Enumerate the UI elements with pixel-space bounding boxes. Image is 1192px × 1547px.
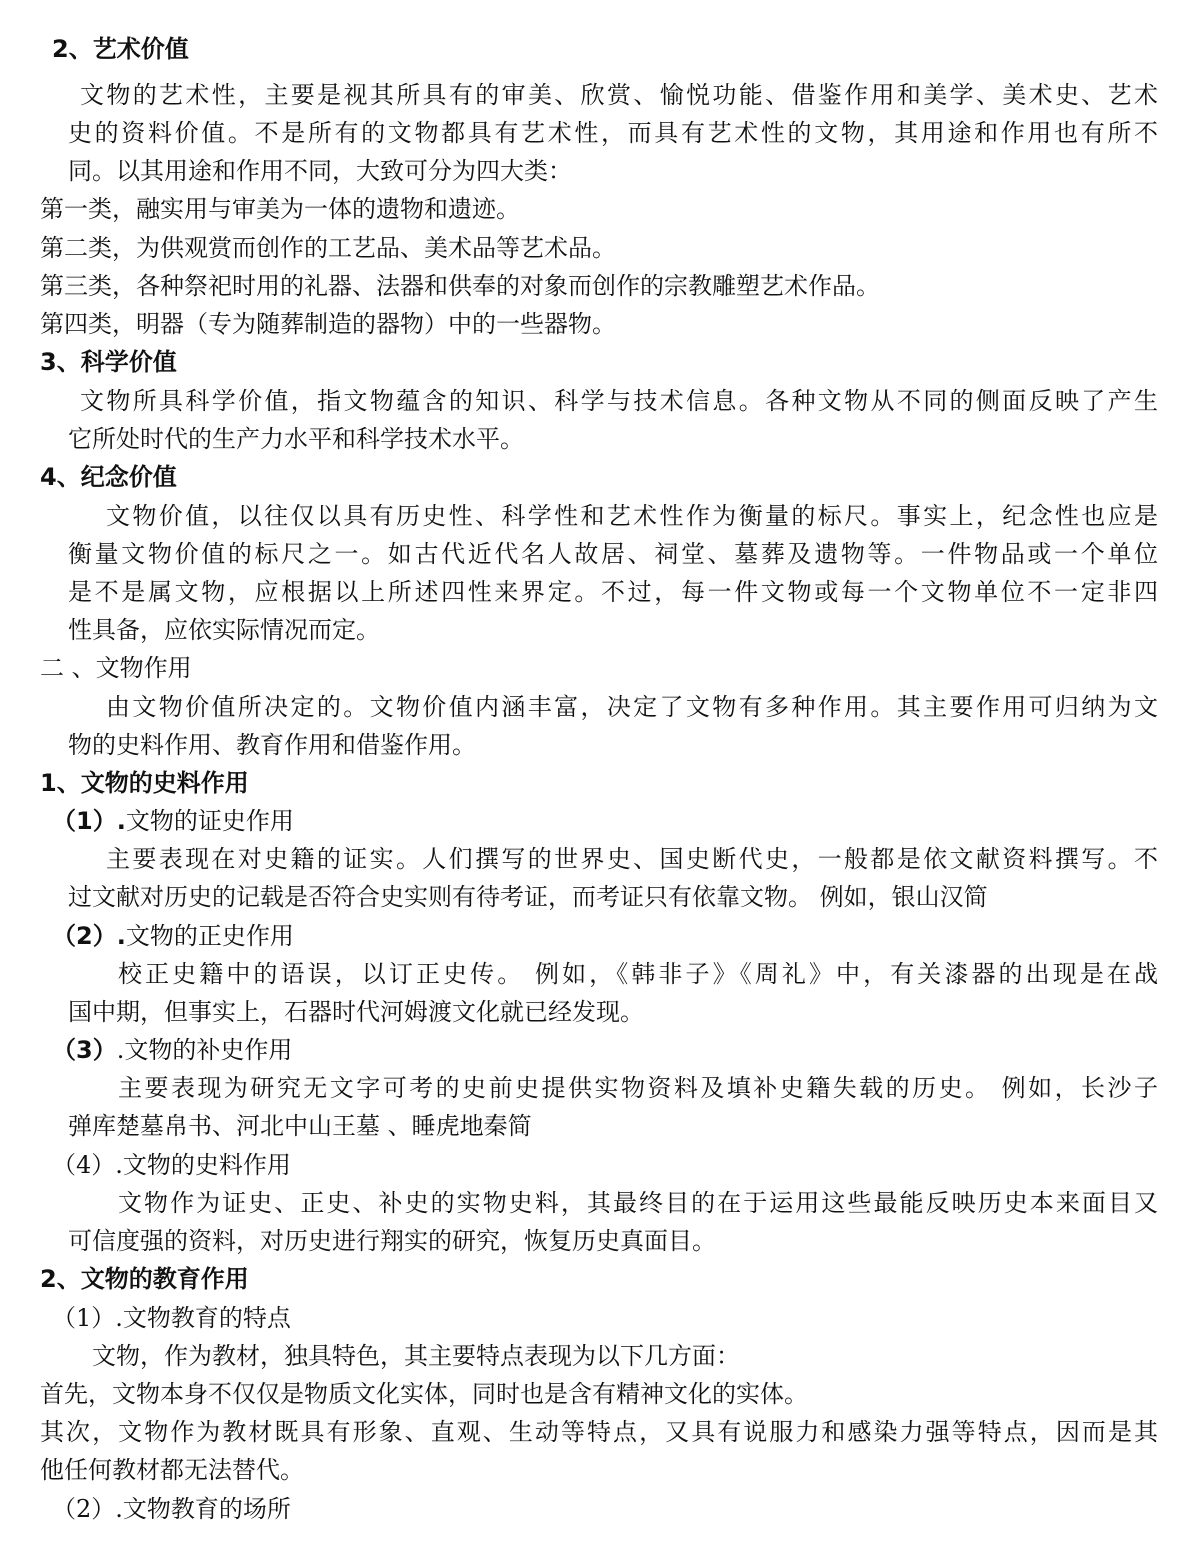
paragraph-line: 过文献对历史的记载是否符合史实则有待考证，而考证只有依靠文物。 例如，银山汉简 xyxy=(68,883,988,911)
paragraph-line: 国中期，但事实上，石器时代河姆渡文化就已经发现。 xyxy=(68,998,644,1026)
paragraph-line: 其次，文物作为教材既具有形象、直观、生动等特点，又具有说服力和感染力强等特点，因而是其 xyxy=(40,1418,1158,1446)
category-item: 第三类，各种祭祀时用的礼器、法器和供奉的对象而创作的宗教雕塑艺术作品。 xyxy=(40,272,880,300)
heading-science-value: 3、科学价值 xyxy=(40,348,177,376)
heading-relic-role: 二 、文物作用 xyxy=(40,654,192,682)
item-title: 文物的证史作用 xyxy=(125,807,294,835)
paragraph-line: 史的资料价值。不是所有的文物都具有艺术性，而具有艺术性的文物，其用途和作用也有所不 xyxy=(68,119,1158,147)
paragraph-line: 物的史料作用、教育作用和借鉴作用。 xyxy=(68,731,476,759)
item-number: （1）. xyxy=(52,807,126,835)
paragraph-line: 由文物价值所决定的。文物价值内涵丰富，决定了文物有多种作用。其主要作用可归纳为文 xyxy=(106,693,1158,721)
item-number: （4） xyxy=(52,1151,116,1179)
paragraph-line: 文物，作为教材，独具特色，其主要特点表现为以下几方面： xyxy=(92,1342,740,1370)
paragraph-line: 性具备，应依实际情况而定。 xyxy=(68,616,380,644)
subheading-education-features: （1）.文物教育的特点 xyxy=(52,1304,291,1332)
paragraph-line: 弹库楚墓帛书、河北中山王墓 、睡虎地秦简 xyxy=(68,1112,532,1140)
subheading-correct-history xyxy=(52,917,1158,955)
paragraph-line: 主要表现在对史籍的证实。人们撰写的世界史、国史断代史，一般都是依文献资料撰写。不 xyxy=(106,845,1158,873)
category-item: 第一类，融实用与审美为一体的遗物和遗迹。 xyxy=(40,195,520,223)
paragraph-line: 是不是属文物，应根据以上所述四性来界定。不过，每一件文物或每一个文物单位不一定非四 xyxy=(68,578,1158,606)
paragraph-line: 衡量文物价值的标尺之一。如古代近代名人故居、祠堂、墓葬及遗物等。一件物品或一个单位 xyxy=(68,540,1158,568)
paragraph-line: 主要表现为研究无文字可考的史前史提供实物资料及填补史籍失载的历史。 例如，长沙子 xyxy=(118,1074,1158,1102)
paragraph-line: 文物的艺术性，主要是视其所具有的审美、欣赏、愉悦功能、借鉴作用和美学、美术史、艺术 xyxy=(80,81,1158,109)
subheading-verify-history xyxy=(52,802,1158,840)
paragraph-line: 可信度强的资料，对历史进行翔实的研究，恢复历史真面目。 xyxy=(68,1227,716,1255)
category-item: 第四类，明器（专为随葬制造的器物）中的一些器物。 xyxy=(40,310,616,338)
heading-education-role: 2、文物的教育作用 xyxy=(40,1265,249,1293)
heading-memorial-value: 4、纪念价值 xyxy=(40,463,177,491)
item-number: （3） xyxy=(52,1036,117,1064)
heading-historical-role: 1、文物的史料作用 xyxy=(40,769,249,797)
item-title: 文物的正史作用 xyxy=(125,922,294,950)
paragraph-line: 文物作为证史、正史、补史的实物史料，其最终目的在于运用这些最能反映历史本来面目又 xyxy=(118,1189,1158,1217)
paragraph-line: 他任何教材都无法替代。 xyxy=(40,1456,304,1484)
item-title: .文物的补史作用 xyxy=(116,1036,293,1064)
paragraph-line: 校正史籍中的语误，以订正史传。 例如，《韩非子》《周礼》中，有关漆器的出现是在战 xyxy=(118,960,1158,988)
item-number: （2）. xyxy=(52,922,126,950)
paragraph-line: 文物所具科学价值，指文物蕴含的知识、科学与技术信息。各种文物从不同的侧面反映了产生 xyxy=(80,387,1158,415)
category-item: 第二类，为供观赏而创作的工艺品、美术品等艺术品。 xyxy=(40,234,616,262)
subheading-historical-material xyxy=(52,1146,1158,1184)
item-title: .文物的史料作用 xyxy=(115,1151,291,1179)
subheading-supplement-history xyxy=(52,1031,1158,1069)
subheading-education-venue: （2）.文物教育的场所 xyxy=(52,1495,291,1523)
heading-art-value: 2、艺术价值 xyxy=(52,35,189,63)
paragraph-line: 它所处时代的生产力水平和科学技术水平。 xyxy=(68,425,524,453)
paragraph-line: 同。以其用途和作用不同，大致可分为四大类： xyxy=(68,157,572,185)
paragraph-line: 文物价值，以往仅以具有历史性、科学性和艺术性作为衡量的标尺。事实上，纪念性也应是 xyxy=(106,502,1158,530)
paragraph-line: 首先，文物本身不仅仅是物质文化实体，同时也是含有精神文化的实体。 xyxy=(40,1380,808,1408)
